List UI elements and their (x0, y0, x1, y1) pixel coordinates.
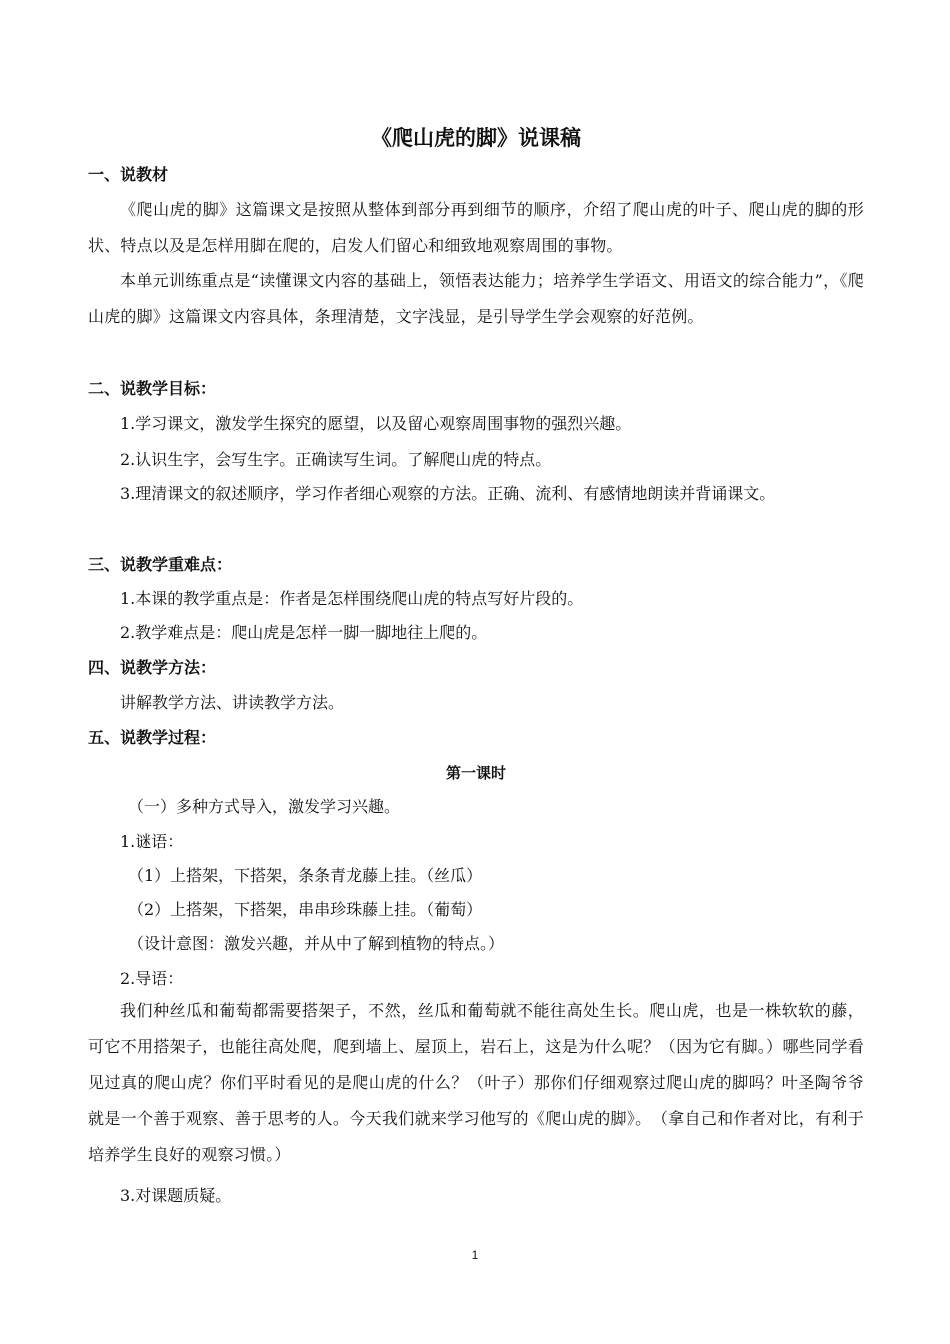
design-intent: （设计意图：激发兴趣，并从中了解到植物的特点。） (128, 934, 505, 953)
step-1-heading: （一）多种方式导入，激发学习兴趣。 (128, 797, 401, 816)
key-point-1: 1.本课的教学重点是：作者是怎样围绕爬山虎的特点写好片段的。 (120, 589, 584, 608)
intro-label: 2.导语： (120, 969, 184, 988)
section-heading-methods: 四、说教学方法： (88, 658, 217, 677)
page-number: 1 (471, 1248, 479, 1262)
methods-text: 讲解教学方法、讲读教学方法。 (120, 693, 345, 712)
section-heading-textbook: 一、说教材 (88, 165, 169, 184)
question-label: 3.对课题质疑。 (120, 1186, 232, 1205)
section-heading-goals: 二、说教学目标： (88, 379, 217, 398)
paragraph-textbook-intro: 《爬山虎的脚》这篇课文是按照从整体到部分再到细节的顺序，介绍了爬山虎的叶子、爬山虎的脚的形状、特点以及是怎样用脚在爬的，启发人们留心和细致地观察周围的事物。 (88, 200, 864, 255)
paragraph-unit-focus: 本单元训练重点是“读懂课文内容的基础上，领悟表达能力；培养学生学语文、用语文的综合能力”，《爬山虎的脚》这篇课文内容具体，条理清楚，文字浅显，是引导学生学会观察的好范例。 (88, 271, 864, 326)
key-point-2: 2.教学难点是：爬山虎是怎样一脚一脚地往上爬的。 (120, 623, 488, 642)
riddle-2: （2）上搭架，下搭架，串串珍珠藤上挂。（葡萄） (128, 900, 483, 919)
goal-item-1: 1.学习课文，激发学生探究的愿望，以及留心观察周围事物的强烈兴趣。 (120, 414, 632, 433)
goal-item-2: 2.认识生字，会写生字。正确读写生词。了解爬山虎的特点。 (120, 450, 552, 469)
riddle-label: 1.谜语： (120, 832, 184, 851)
lesson-subtitle: 第一课时 (445, 764, 506, 782)
section-heading-key-points: 三、说教学重难点： (88, 555, 233, 574)
section-heading-process: 五、说教学过程： (88, 728, 217, 747)
riddle-1: （1）上搭架，下搭架，条条青龙藤上挂。（丝瓜） (128, 866, 483, 885)
document-title: 《爬山虎的脚》说课稿 (371, 126, 581, 150)
intro-paragraph: 我们种丝瓜和葡萄都需要搭架子，不然，丝瓜和葡萄就不能往高处生长。爬山虎，也是一株软软的藤，可它不用搭架子，也能往高处爬，爬到墙上、屋顶上，岩石上，这是为什么呢？（因为它有脚。）哪些同学看见过真的爬山虎？你们平时看见的是爬山虎的什么？（叶子）那你们仔细观察过爬山虎的脚吗？叶圣陶爷爷就是一个善于观察、善于思考的人。今天我们就来学习他写的《爬山虎的脚》。 （拿自己和作者对比，有利于培养学生良好的观察习惯。） (88, 1001, 864, 1164)
goal-item-3: 3.理清课文的叙述顺序，学习作者细心观察的方法。正确、流利、有感情地朗读并背诵课文。 (120, 484, 776, 503)
